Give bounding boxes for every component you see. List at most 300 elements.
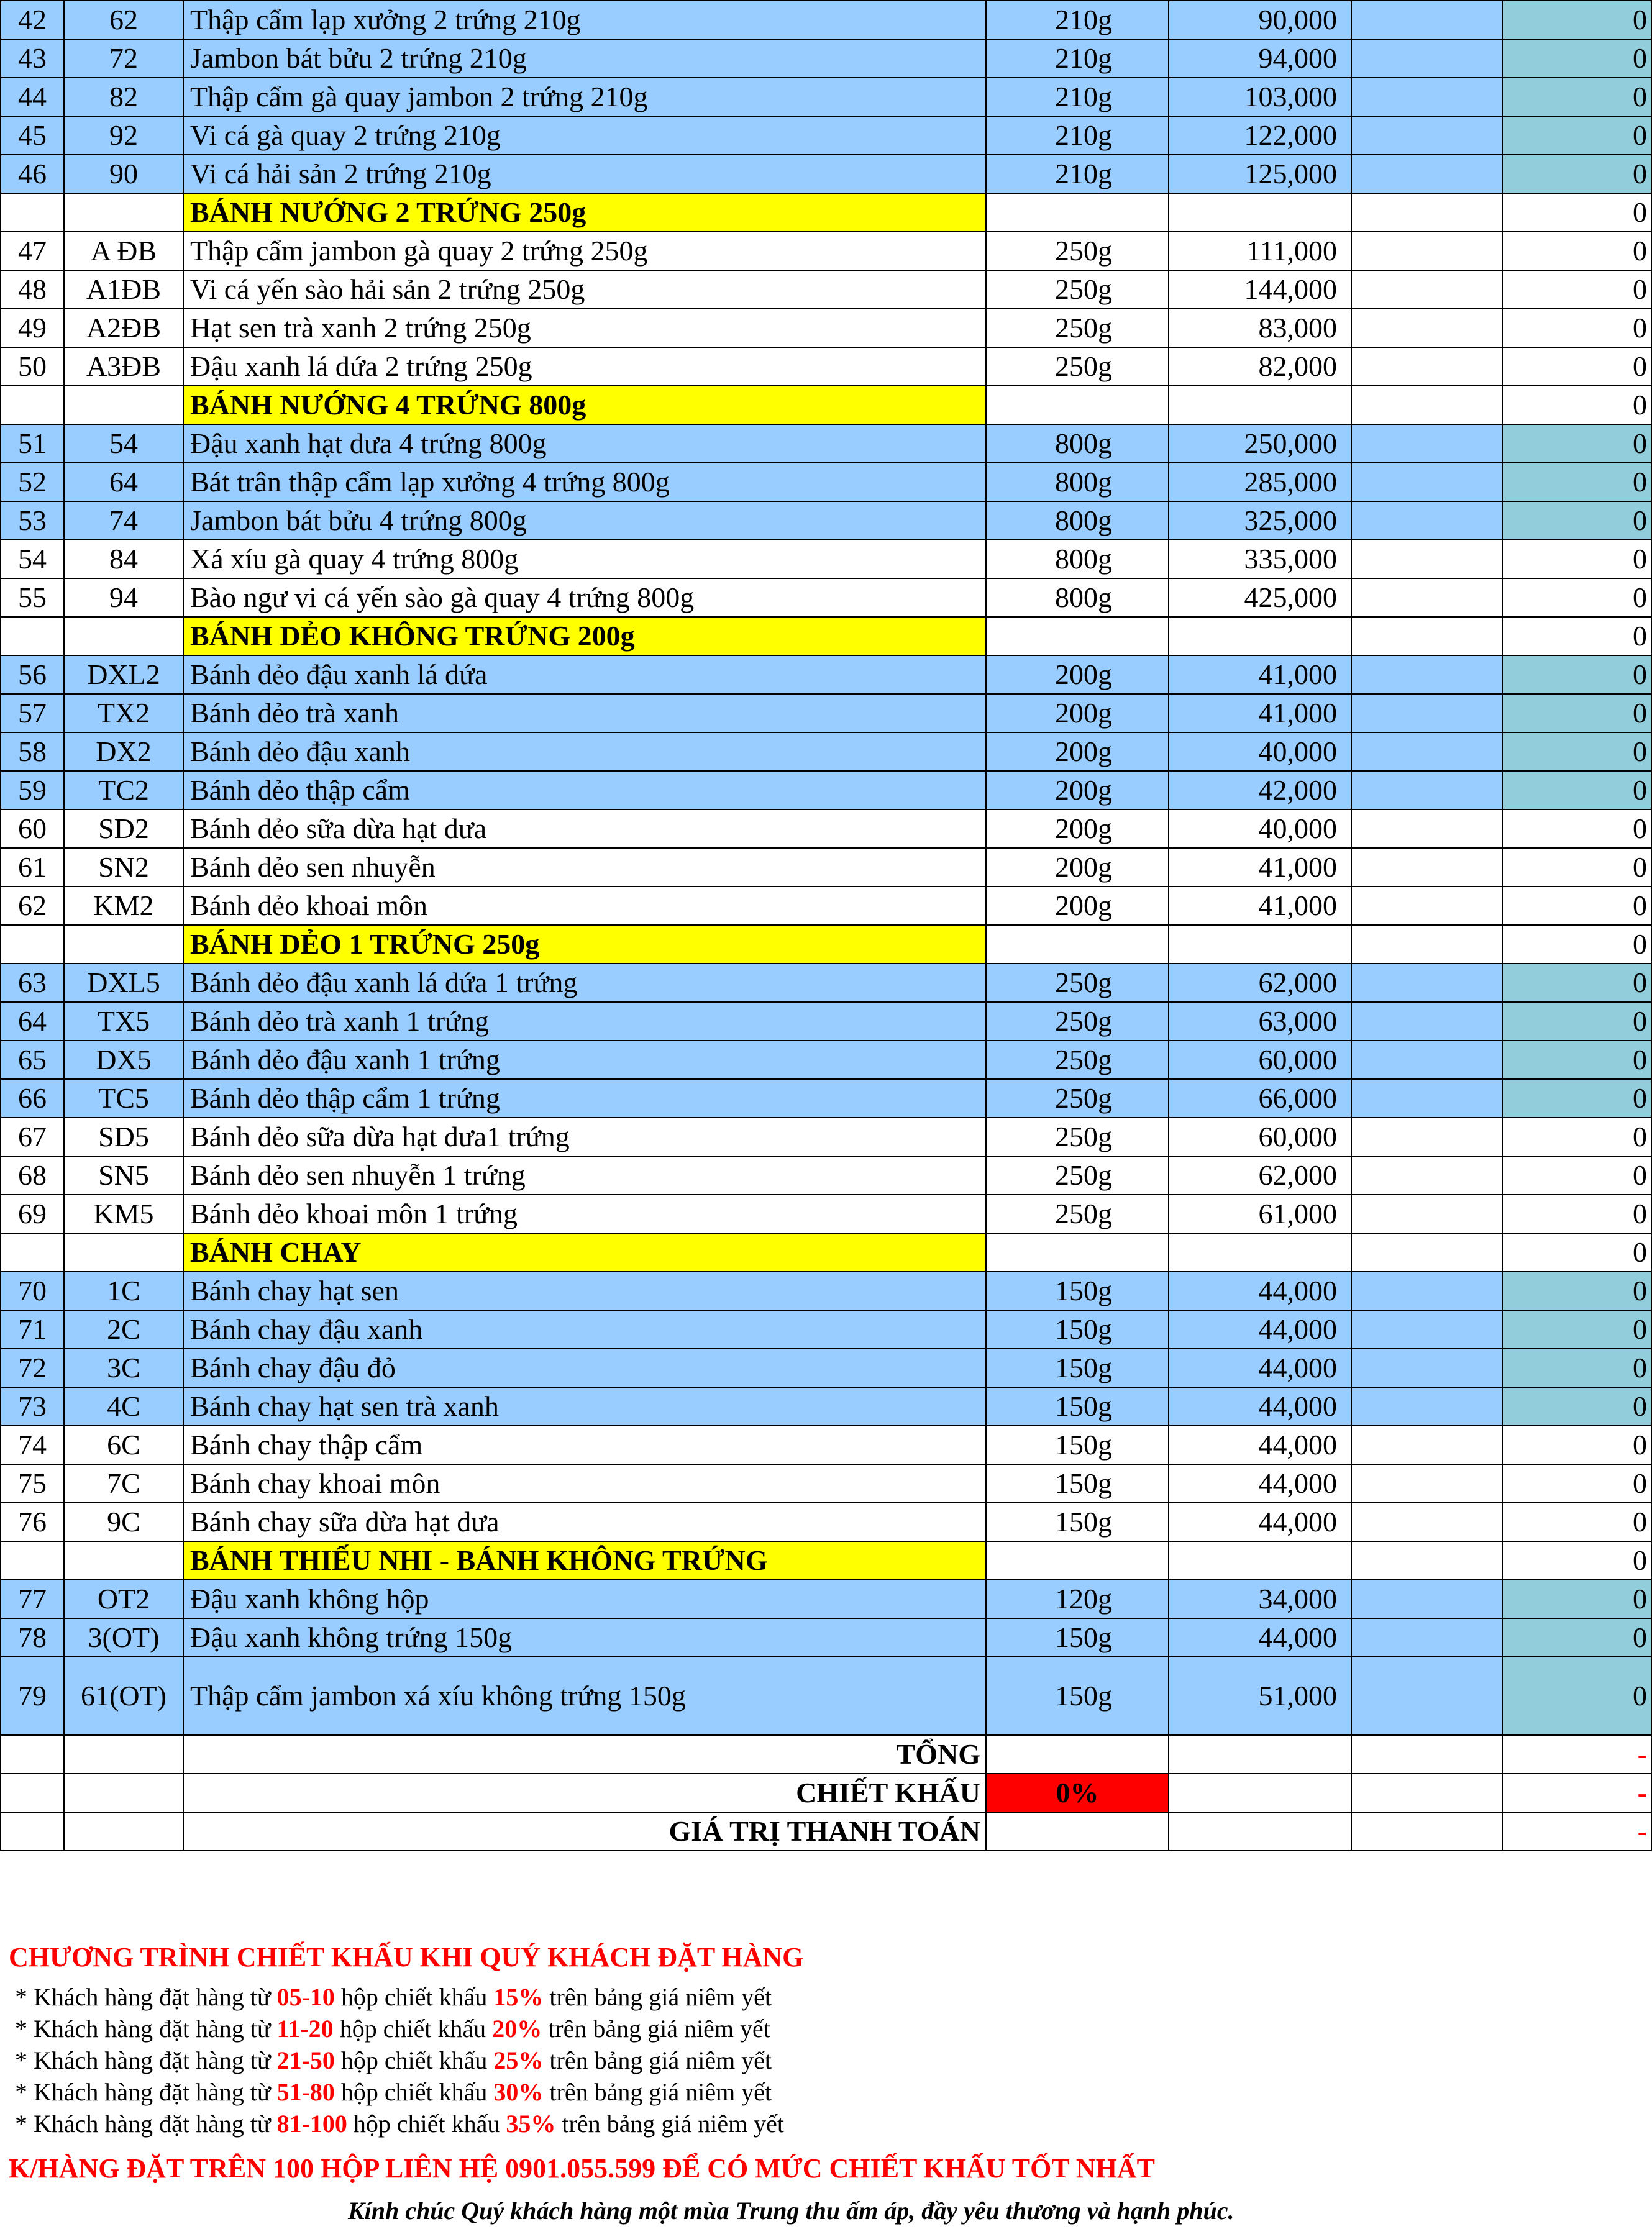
amount-cell[interactable]	[1351, 1156, 1502, 1195]
category-title: BÁNH NƯỚNG 4 TRỨNG 800g	[183, 386, 986, 424]
amount-cell[interactable]	[1351, 1503, 1502, 1541]
product-code: 94	[64, 578, 183, 617]
product-price: 90,000	[1169, 1, 1351, 39]
product-code: DX2	[64, 732, 183, 771]
product-row	[1, 1618, 1651, 1657]
product-name: Bánh chay đậu xanh	[183, 1310, 986, 1349]
product-row	[1, 1387, 1651, 1426]
product-price: 62,000	[1169, 1156, 1351, 1195]
category-row	[1, 617, 1651, 655]
product-weight: 250g	[986, 309, 1169, 347]
product-code: TC5	[64, 1079, 183, 1118]
product-code: TC2	[64, 771, 183, 809]
quantity-cell[interactable]: 0	[1502, 1503, 1651, 1541]
amount-cell[interactable]	[1351, 1310, 1502, 1349]
note-percent: 30%	[493, 2078, 544, 2106]
quantity-cell[interactable]: 0	[1502, 848, 1651, 887]
product-weight: 200g	[986, 848, 1169, 887]
amount-cell[interactable]	[1351, 1580, 1502, 1618]
product-weight: 200g	[986, 655, 1169, 694]
total-row	[1, 1735, 1651, 1774]
amount-cell[interactable]	[1351, 1349, 1502, 1387]
product-code: 74	[64, 501, 183, 540]
product-name: Đậu xanh không hộp	[183, 1580, 986, 1618]
quantity-cell[interactable]: 0	[1502, 1310, 1651, 1349]
amount-cell[interactable]	[1351, 540, 1502, 578]
product-name: Thập cẩm lạp xưởng 2 trứng 210g	[183, 1, 986, 39]
row-number: 61	[1, 848, 64, 887]
quantity-cell[interactable]: 0	[1502, 1195, 1651, 1233]
category-title: BÁNH DẺO 1 TRỨNG 250g	[183, 925, 986, 964]
amount-cell[interactable]	[1351, 309, 1502, 347]
product-row	[1, 655, 1651, 694]
product-name: Bánh chay đậu đỏ	[183, 1349, 986, 1387]
product-name: Bánh dẻo khoai môn	[183, 887, 986, 925]
product-row	[1, 424, 1651, 463]
category-row	[1, 193, 1651, 232]
product-name: Bánh dẻo sen nhuyễn	[183, 848, 986, 887]
product-name: Jambon bát bửu 4 trứng 800g	[183, 501, 986, 540]
product-weight: 800g	[986, 424, 1169, 463]
amount-cell[interactable]	[1351, 1, 1502, 39]
product-row	[1, 78, 1651, 116]
quantity-cell[interactable]: 0	[1502, 1580, 1651, 1618]
product-row	[1, 771, 1651, 809]
note-text: * Khách hàng đặt hàng từ	[15, 2110, 277, 2138]
amount-cell[interactable]	[1351, 771, 1502, 809]
product-name: Xá xíu gà quay 4 trứng 800g	[183, 540, 986, 578]
quantity-cell[interactable]: 0	[1502, 501, 1651, 540]
product-weight: 210g	[986, 1, 1169, 39]
product-code: A ĐB	[64, 232, 183, 270]
product-code: 82	[64, 78, 183, 116]
product-price: 42,000	[1169, 771, 1351, 809]
row-number: 51	[1, 424, 64, 463]
product-row	[1, 1041, 1651, 1079]
quantity-cell[interactable]: 0	[1502, 1426, 1651, 1464]
product-code: 1C	[64, 1272, 183, 1310]
row-number: 74	[1, 1426, 64, 1464]
product-price: 44,000	[1169, 1310, 1351, 1349]
row-number: 47	[1, 232, 64, 270]
amount-cell[interactable]	[1351, 578, 1502, 617]
product-name: Vi cá yến sào hải sản 2 trứng 250g	[183, 270, 986, 309]
product-weight: 250g	[986, 270, 1169, 309]
row-number: 67	[1, 1118, 64, 1156]
product-name: Bánh dẻo sữa dừa hạt dưa	[183, 809, 986, 848]
product-name: Bánh dẻo thập cẩm	[183, 771, 986, 809]
quantity-cell[interactable]: 0	[1502, 617, 1651, 655]
discount-label: CHIẾT KHẤU	[183, 1774, 986, 1812]
row-number: 55	[1, 578, 64, 617]
product-price: 111,000	[1169, 232, 1351, 270]
amount-cell[interactable]	[1351, 887, 1502, 925]
product-weight: 150g	[986, 1464, 1169, 1503]
row-number: 42	[1, 1, 64, 39]
quantity-cell[interactable]: 0	[1502, 1464, 1651, 1503]
product-row	[1, 1580, 1651, 1618]
product-code: 90	[64, 155, 183, 193]
contact-line: K/HÀNG ĐẶT TRÊN 100 HỘP LIÊN HỆ 0901.055.599 ĐỂ CÓ MỨC CHIẾT KHẤU TỐT NHẤT	[9, 2153, 1155, 2184]
product-price: 44,000	[1169, 1387, 1351, 1426]
product-name: Thập cẩm jambon xá xíu không trứng 150g	[183, 1657, 986, 1735]
quantity-cell[interactable]: 0	[1502, 232, 1651, 270]
row-number: 49	[1, 309, 64, 347]
row-number: 76	[1, 1503, 64, 1541]
note-text: hộp chiết khấu	[334, 2078, 494, 2106]
product-name: Bánh chay hạt sen trà xanh	[183, 1387, 986, 1426]
amount-cell[interactable]	[1351, 1657, 1502, 1735]
note-text: trên bảng giá niêm yết	[543, 2078, 772, 2106]
quantity-cell[interactable]: 0	[1502, 116, 1651, 155]
product-weight: 150g	[986, 1272, 1169, 1310]
product-weight: 800g	[986, 501, 1169, 540]
discount-row	[1, 1774, 1651, 1812]
product-weight: 250g	[986, 1041, 1169, 1079]
product-price: 60,000	[1169, 1041, 1351, 1079]
product-code: 2C	[64, 1310, 183, 1349]
amount-cell[interactable]	[1351, 1079, 1502, 1118]
product-code: 84	[64, 540, 183, 578]
product-row	[1, 1002, 1651, 1041]
quantity-cell[interactable]: 0	[1502, 1387, 1651, 1426]
product-name: Đậu xanh lá dứa 2 trứng 250g	[183, 347, 986, 386]
amount-cell[interactable]	[1351, 1002, 1502, 1041]
product-row	[1, 39, 1651, 78]
product-row	[1, 1, 1651, 39]
category-row	[1, 386, 1651, 424]
product-weight: 150g	[986, 1426, 1169, 1464]
product-price: 335,000	[1169, 540, 1351, 578]
product-row	[1, 501, 1651, 540]
product-name: Bánh dẻo trà xanh 1 trứng	[183, 1002, 986, 1041]
quantity-cell[interactable]: 0	[1502, 771, 1651, 809]
product-row	[1, 578, 1651, 617]
amount-cell[interactable]	[1351, 964, 1502, 1002]
note-percent: 25%	[493, 2046, 544, 2074]
product-row	[1, 1118, 1651, 1156]
product-row	[1, 540, 1651, 578]
product-name: Thập cẩm jambon gà quay 2 trứng 250g	[183, 232, 986, 270]
product-weight: 800g	[986, 540, 1169, 578]
product-price: 144,000	[1169, 270, 1351, 309]
product-row	[1, 1156, 1651, 1195]
product-weight: 150g	[986, 1657, 1169, 1735]
quantity-cell[interactable]: 0	[1502, 270, 1651, 309]
product-weight: 200g	[986, 771, 1169, 809]
row-number: 46	[1, 155, 64, 193]
amount-cell[interactable]	[1351, 809, 1502, 848]
product-price: 425,000	[1169, 578, 1351, 617]
note-text: hộp chiết khấu	[334, 1983, 494, 2011]
product-weight: 210g	[986, 39, 1169, 78]
row-number: 50	[1, 347, 64, 386]
note-text: trên bảng giá niêm yết	[543, 1983, 772, 2011]
product-code: SN2	[64, 848, 183, 887]
row-number: 71	[1, 1310, 64, 1349]
quantity-cell[interactable]: 0	[1502, 925, 1651, 964]
note-text: trên bảng giá niêm yết	[543, 2046, 772, 2074]
quantity-cell[interactable]: 0	[1502, 732, 1651, 771]
note-text: hộp chiết khấu	[347, 2110, 506, 2138]
note-line	[15, 2077, 772, 2107]
quantity-cell[interactable]: 0	[1502, 347, 1651, 386]
payment-label: GIÁ TRỊ THANH TOÁN	[183, 1812, 986, 1851]
product-weight: 150g	[986, 1387, 1169, 1426]
product-code: A2ĐB	[64, 309, 183, 347]
amount-cell[interactable]	[1351, 116, 1502, 155]
amount-cell[interactable]	[1351, 347, 1502, 386]
quantity-cell[interactable]: 0	[1502, 1618, 1651, 1657]
quantity-cell[interactable]: 0	[1502, 463, 1651, 501]
product-code: 61(OT)	[64, 1657, 183, 1735]
amount-cell[interactable]	[1351, 848, 1502, 887]
row-number: 59	[1, 771, 64, 809]
product-price: 66,000	[1169, 1079, 1351, 1118]
note-percent: 35%	[506, 2110, 556, 2138]
product-code: 7C	[64, 1464, 183, 1503]
note-text: * Khách hàng đặt hàng từ	[15, 1983, 277, 2011]
notes-title: CHƯƠNG TRÌNH CHIẾT KHẤU KHI QUÝ KHÁCH ĐẶT HÀNG	[9, 1942, 804, 1972]
product-row	[1, 1079, 1651, 1118]
row-number: 64	[1, 1002, 64, 1041]
note-line	[15, 2109, 784, 2138]
discount-percent-cell[interactable]: 0%	[986, 1774, 1169, 1812]
quantity-cell[interactable]: 0	[1502, 386, 1651, 424]
product-code: SD2	[64, 809, 183, 848]
product-name: Bánh dẻo sen nhuyễn 1 trứng	[183, 1156, 986, 1195]
product-name: Bánh dẻo đậu xanh 1 trứng	[183, 1041, 986, 1079]
product-weight: 210g	[986, 155, 1169, 193]
row-number: 70	[1, 1272, 64, 1310]
product-name: Bánh chay sữa dừa hạt dưa	[183, 1503, 986, 1541]
quantity-cell[interactable]: 0	[1502, 1657, 1651, 1735]
product-code: A1ĐB	[64, 270, 183, 309]
summary-section	[1, 1735, 1651, 1851]
amount-cell[interactable]	[1351, 501, 1502, 540]
price-table-body	[1, 1, 1651, 1735]
product-row	[1, 694, 1651, 732]
product-name: Jambon bát bửu 2 trứng 210g	[183, 39, 986, 78]
row-number: 52	[1, 463, 64, 501]
amount-cell[interactable]	[1351, 732, 1502, 771]
category-row	[1, 1233, 1651, 1272]
product-row	[1, 1310, 1651, 1349]
quantity-cell[interactable]: 0	[1502, 39, 1651, 78]
note-text: hộp chiết khấu	[333, 2015, 493, 2043]
row-number: 60	[1, 809, 64, 848]
product-code: KM2	[64, 887, 183, 925]
note-range: 11-20	[276, 2015, 334, 2043]
product-weight: 150g	[986, 1503, 1169, 1541]
quantity-cell[interactable]: 0	[1502, 1541, 1651, 1580]
product-name: Vi cá hải sản 2 trứng 210g	[183, 155, 986, 193]
category-row	[1, 1541, 1651, 1580]
quantity-cell[interactable]: 0	[1502, 1002, 1651, 1041]
product-name: Bánh dẻo đậu xanh	[183, 732, 986, 771]
product-name: Bánh chay khoai môn	[183, 1464, 986, 1503]
product-name: Hạt sen trà xanh 2 trứng 250g	[183, 309, 986, 347]
product-row	[1, 155, 1651, 193]
amount-cell[interactable]	[1351, 1464, 1502, 1503]
product-weight: 200g	[986, 809, 1169, 848]
amount-cell[interactable]	[1351, 1118, 1502, 1156]
amount-cell[interactable]	[1351, 39, 1502, 78]
product-name: Bát trân thập cẩm lạp xưởng 4 trứng 800g	[183, 463, 986, 501]
product-code: OT2	[64, 1580, 183, 1618]
note-text: trên bảng giá niêm yết	[542, 2015, 770, 2043]
product-name: Bánh chay hạt sen	[183, 1272, 986, 1310]
product-row	[1, 1657, 1651, 1735]
note-range: 51-80	[276, 2078, 335, 2106]
amount-cell[interactable]	[1351, 78, 1502, 116]
product-code: 92	[64, 116, 183, 155]
product-price: 34,000	[1169, 1580, 1351, 1618]
category-title: BÁNH NƯỚNG 2 TRỨNG 250g	[183, 193, 986, 232]
quantity-cell[interactable]: 0	[1502, 1041, 1651, 1079]
amount-cell[interactable]	[1351, 655, 1502, 694]
product-weight: 150g	[986, 1310, 1169, 1349]
quantity-cell[interactable]: 0	[1502, 694, 1651, 732]
row-number: 78	[1, 1618, 64, 1657]
amount-cell[interactable]	[1351, 232, 1502, 270]
quantity-cell[interactable]: 0	[1502, 540, 1651, 578]
amount-cell[interactable]	[1351, 1426, 1502, 1464]
quantity-cell[interactable]: 0	[1502, 193, 1651, 232]
product-weight: 800g	[986, 463, 1169, 501]
row-number: 65	[1, 1041, 64, 1079]
product-name: Đậu xanh hạt dưa 4 trứng 800g	[183, 424, 986, 463]
product-code: 62	[64, 1, 183, 39]
amount-cell[interactable]	[1351, 1618, 1502, 1657]
note-range: 05-10	[276, 1983, 335, 2011]
product-row	[1, 463, 1651, 501]
product-price: 41,000	[1169, 694, 1351, 732]
product-weight: 210g	[986, 78, 1169, 116]
product-row	[1, 964, 1651, 1002]
product-code: TX5	[64, 1002, 183, 1041]
amount-cell[interactable]	[1351, 1041, 1502, 1079]
quantity-cell[interactable]: 0	[1502, 578, 1651, 617]
quantity-cell[interactable]: 0	[1502, 1233, 1651, 1272]
product-row	[1, 1464, 1651, 1503]
quantity-cell[interactable]: 0	[1502, 887, 1651, 925]
product-weight: 250g	[986, 347, 1169, 386]
product-name: Vi cá gà quay 2 trứng 210g	[183, 116, 986, 155]
product-weight: 210g	[986, 116, 1169, 155]
product-row	[1, 887, 1651, 925]
row-number: 44	[1, 78, 64, 116]
product-name: Bánh dẻo khoai môn 1 trứng	[183, 1195, 986, 1233]
quantity-cell[interactable]: 0	[1502, 309, 1651, 347]
product-price: 125,000	[1169, 155, 1351, 193]
amount-cell[interactable]	[1351, 155, 1502, 193]
amount-cell[interactable]	[1351, 1195, 1502, 1233]
quantity-cell[interactable]: 0	[1502, 1349, 1651, 1387]
discount-value[interactable]: -	[1502, 1774, 1651, 1812]
product-code: A3ĐB	[64, 347, 183, 386]
product-code: 9C	[64, 1503, 183, 1541]
quantity-cell[interactable]: 0	[1502, 1156, 1651, 1195]
product-weight: 250g	[986, 1195, 1169, 1233]
product-weight: 250g	[986, 964, 1169, 1002]
product-code: 64	[64, 463, 183, 501]
product-code: DXL2	[64, 655, 183, 694]
product-weight: 150g	[986, 1349, 1169, 1387]
product-price: 44,000	[1169, 1272, 1351, 1310]
row-number: 43	[1, 39, 64, 78]
amount-cell[interactable]	[1351, 424, 1502, 463]
amount-cell[interactable]	[1351, 1272, 1502, 1310]
product-code: 72	[64, 39, 183, 78]
product-weight: 250g	[986, 1156, 1169, 1195]
row-number: 54	[1, 540, 64, 578]
product-row	[1, 1503, 1651, 1541]
quantity-cell[interactable]: 0	[1502, 809, 1651, 848]
product-code: 6C	[64, 1426, 183, 1464]
quantity-cell[interactable]: 0	[1502, 155, 1651, 193]
product-price: 60,000	[1169, 1118, 1351, 1156]
amount-cell[interactable]	[1351, 270, 1502, 309]
row-number: 58	[1, 732, 64, 771]
product-price: 325,000	[1169, 501, 1351, 540]
note-percent: 20%	[492, 2015, 542, 2043]
amount-cell[interactable]	[1351, 463, 1502, 501]
amount-cell[interactable]	[1351, 1387, 1502, 1426]
product-row	[1, 809, 1651, 848]
product-row	[1, 1272, 1651, 1310]
product-price: 41,000	[1169, 848, 1351, 887]
product-price: 44,000	[1169, 1464, 1351, 1503]
product-price: 41,000	[1169, 887, 1351, 925]
product-weight: 250g	[986, 1079, 1169, 1118]
quantity-cell[interactable]: 0	[1502, 1, 1651, 39]
product-code: KM5	[64, 1195, 183, 1233]
row-number: 72	[1, 1349, 64, 1387]
quantity-cell[interactable]: 0	[1502, 1118, 1651, 1156]
product-name: Bánh dẻo thập cẩm 1 trứng	[183, 1079, 986, 1118]
total-label: TỔNG	[183, 1735, 986, 1774]
note-range: 21-50	[276, 2046, 335, 2074]
note-text: * Khách hàng đặt hàng từ	[15, 2015, 277, 2043]
category-row	[1, 925, 1651, 964]
quantity-cell[interactable]: 0	[1502, 964, 1651, 1002]
product-row	[1, 1195, 1651, 1233]
row-number: 48	[1, 270, 64, 309]
product-price: 94,000	[1169, 39, 1351, 78]
product-name: Bánh dẻo sữa dừa hạt dưa1 trứng	[183, 1118, 986, 1156]
product-price: 40,000	[1169, 809, 1351, 848]
product-price: 285,000	[1169, 463, 1351, 501]
quantity-cell[interactable]: 0	[1502, 1272, 1651, 1310]
product-weight: 800g	[986, 578, 1169, 617]
product-row	[1, 270, 1651, 309]
total-value[interactable]: -	[1502, 1735, 1651, 1774]
product-name: Thập cẩm gà quay jambon 2 trứng 210g	[183, 78, 986, 116]
quantity-cell[interactable]: 0	[1502, 655, 1651, 694]
quantity-cell[interactable]: 0	[1502, 1079, 1651, 1118]
row-number: 57	[1, 694, 64, 732]
payment-value[interactable]: -	[1502, 1812, 1651, 1851]
product-name: Đậu xanh không trứng 150g	[183, 1618, 986, 1657]
product-weight: 250g	[986, 1118, 1169, 1156]
quantity-cell[interactable]: 0	[1502, 424, 1651, 463]
row-number: 63	[1, 964, 64, 1002]
note-range: 81-100	[276, 2110, 347, 2138]
amount-cell[interactable]	[1351, 694, 1502, 732]
quantity-cell[interactable]: 0	[1502, 78, 1651, 116]
product-code: SN5	[64, 1156, 183, 1195]
